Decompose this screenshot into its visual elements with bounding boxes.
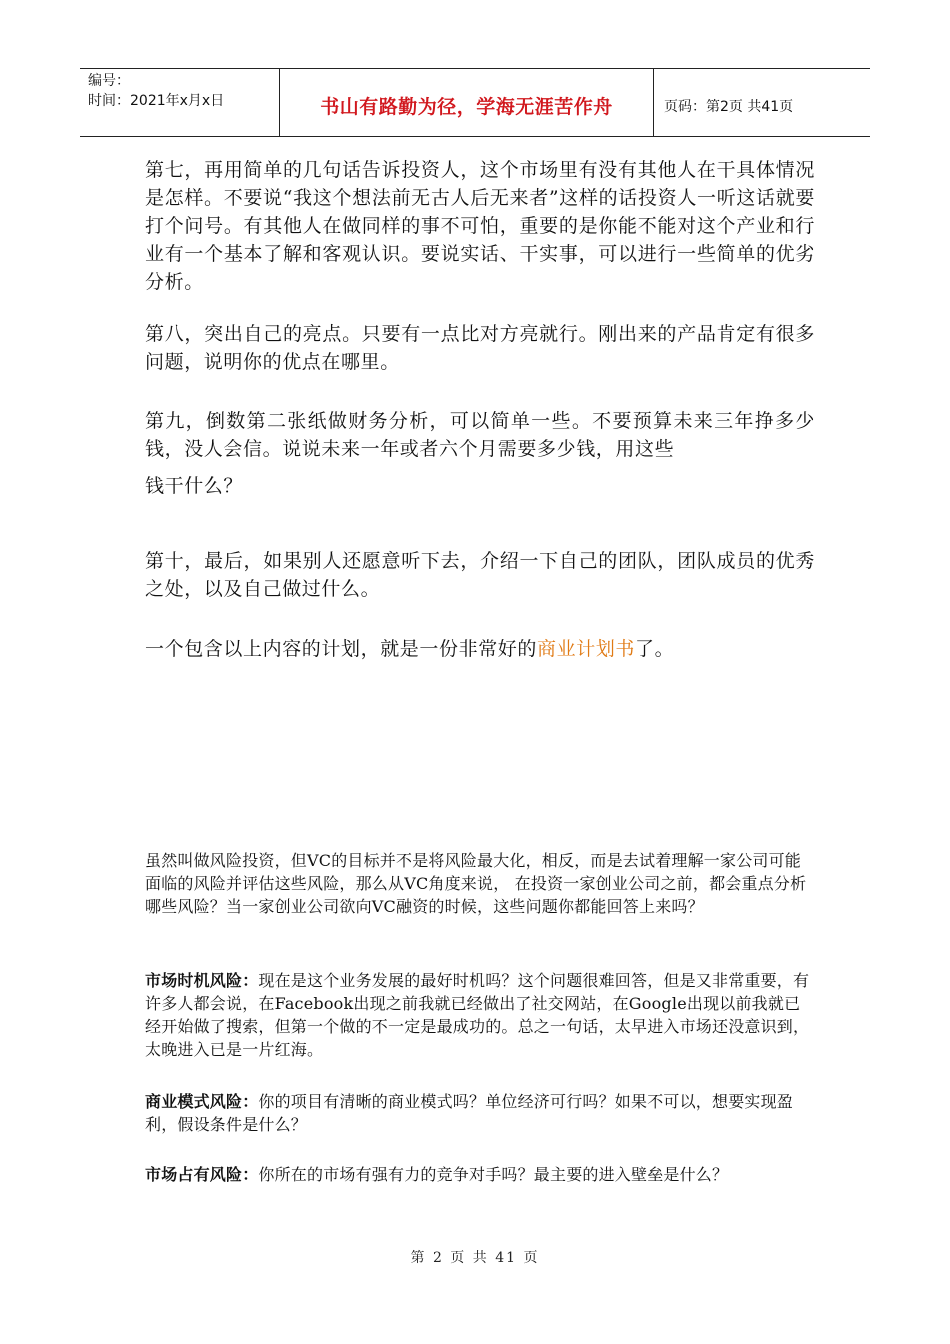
risk-market-share: [145, 1163, 815, 1186]
risk-title: 市场时机风险：: [145, 971, 259, 990]
document-header: [80, 68, 870, 137]
risk-text: 你的项目有清晰的商业模式吗？单位经济可行吗？如果不可以，想要实现盈利，假设条件是什么？: [145, 1092, 794, 1134]
paragraph-summary: [145, 635, 815, 663]
risk-market-timing: [145, 969, 815, 1061]
risk-title: 市场占有风险：: [145, 1165, 259, 1184]
risk-text: 你所在的市场有强有力的竞争对手吗？最主要的进入壁垒是什么？: [258, 1165, 729, 1184]
header-page-info: 页码：第2页 共41页: [664, 98, 794, 115]
summary-before: 一个包含以上内容的计划，就是一份非常好的: [145, 638, 538, 660]
paragraph-ninth: 第九，倒数第二张纸做财务分析，可以简单一些。不要预算未来三年挣多少钱，没人会信。说说未来一年或者六个月需要多少钱，用这些: [145, 410, 815, 460]
paragraph-tenth: 第十，最后，如果别人还愿意听下去，介绍一下自己的团队，团队成员的优秀之处，以及自己做过什么。: [145, 550, 815, 600]
paragraph-intro: 虽然叫做风险投资，但VC的目标并不是将风险最大化，相反，而是去试着理解一家公司可能面临的风险并评估这些风险，那么从VC角度来说， 在投资一家创业公司之前，都会重点分析哪些风险？当一家创业公司欲向VC融资的时候，这些问题你都能回答上来吗？: [145, 851, 807, 916]
paragraph-eighth: 第八，突出自己的亮点。只要有一点比对方亮就行。刚出来的产品肯定有很多问题，说明你的优点在哪里。: [145, 323, 815, 373]
paragraph-ninth-end: 钱干什么？: [145, 475, 244, 497]
header-motto: 书山有路勤为径，学海无涯苦作舟: [280, 69, 654, 136]
business-plan-link[interactable]: 商业计划书: [537, 638, 636, 660]
paragraph-seventh: 第七，再用简单的几句话告诉投资人，这个市场里有没有其他人在干具体情况是怎样。不要说“我这个想法前无古人后无来者”这样的话投资人一听这话就要打个问号。有其他人在做同样的事不可怕，重要的是你能不能对这个产业和行业有一个基本了解和客观认识。要说实话、干实事，可以进行一些简单的优劣分析。: [145, 159, 815, 293]
header-meta-cell: [80, 69, 280, 136]
page-footer: 第 2 页 共 41 页: [410, 1250, 540, 1266]
header-time: 时间：2021年x月x日: [88, 93, 225, 109]
risk-business-model: [145, 1090, 815, 1136]
risk-title: 商业模式风险：: [145, 1092, 259, 1111]
header-number: 编号：: [88, 73, 130, 89]
risk-text: 现在是这个业务发展的最好时机吗？这个问题很难回答，但是又非常重要，有许多人都会说，在Facebook出现之前我就已经做出了社交网站，在Google出现以前我就已经开始做了搜索，但第一个做的不一定是最成功的。总之一句话，太早进入市场还没意识到，太晚进入已是一片红海。: [145, 971, 810, 1059]
summary-after: 了。: [635, 638, 675, 660]
